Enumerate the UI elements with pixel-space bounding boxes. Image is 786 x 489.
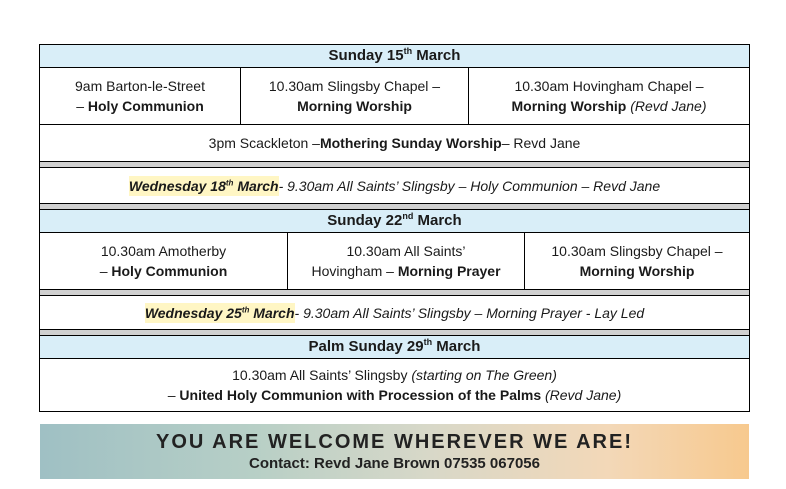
- date-text: Wednesday 25: [144, 304, 242, 321]
- palm-sunday-header: [40, 336, 749, 359]
- header-text: Sunday 22: [327, 212, 403, 229]
- wednesday-18-date: [129, 176, 279, 196]
- sunday-22-header: [40, 210, 749, 233]
- service-text: 10.30am All Saints’: [346, 243, 466, 259]
- service-text: - 9.30am All Saints’ Slingsby – Morning Prayer - Lay Led: [294, 304, 645, 321]
- service-type: Holy Communion: [87, 98, 204, 114]
- date-month: March: [233, 177, 279, 194]
- header-ordinal: th: [423, 337, 433, 347]
- service-slingsby-chapel: [240, 68, 468, 124]
- wednesday-25-date: [145, 303, 295, 323]
- service-hovingham-all-saints: [287, 233, 524, 289]
- service-text: –: [76, 98, 88, 114]
- service-text: Hovingham –: [311, 263, 398, 279]
- contact-line: Contact: Revd Jane Brown 07535 067056: [249, 455, 540, 472]
- header-ordinal: nd: [402, 211, 414, 221]
- service-type: Morning Worship: [579, 263, 695, 279]
- service-text: 10.30am Slingsby Chapel –: [268, 78, 441, 94]
- date-text: Wednesday 18: [128, 177, 226, 194]
- service-slingsby-chapel-22: [524, 233, 749, 289]
- service-text: 9am Barton-le-Street: [75, 78, 205, 94]
- service-text: 10.30am Hovingham Chapel –: [514, 78, 704, 94]
- date-ordinal: th: [241, 304, 250, 314]
- service-leader: (Revd Jane): [541, 387, 622, 403]
- service-type: Mothering Sunday Worship: [319, 135, 502, 151]
- wednesday-25-service: [40, 296, 749, 330]
- sunday-15-header: [40, 45, 749, 68]
- date-ordinal: th: [225, 177, 234, 187]
- service-type: Morning Worship: [511, 98, 627, 114]
- service-amotherby: [40, 233, 287, 289]
- wednesday-18-service: [40, 168, 749, 204]
- service-leader: (Revd Jane): [626, 98, 707, 114]
- service-leader: – Revd Jane: [501, 135, 581, 151]
- header-month: March: [432, 338, 481, 355]
- date-month: March: [249, 304, 295, 321]
- service-text: –: [99, 263, 112, 279]
- service-type: United Holy Communion with Procession of the Palms: [179, 387, 542, 403]
- service-note: (starting on The Green): [411, 367, 557, 383]
- service-type: Holy Communion: [111, 263, 228, 279]
- service-type: Morning Worship: [297, 98, 412, 114]
- sunday-15-services-row: [40, 68, 749, 125]
- service-text: 10.30am Amotherby: [100, 243, 227, 259]
- service-text: 10.30am All Saints’ Slingsby: [232, 367, 412, 383]
- service-barton: [40, 68, 240, 124]
- header-month: March: [412, 47, 461, 64]
- service-text: 10.30am Slingsby Chapel –: [551, 243, 723, 259]
- service-type: Morning Prayer: [397, 263, 501, 279]
- welcome-slogan: YOU ARE WELCOME WHEREVER WE ARE!: [156, 431, 633, 453]
- service-text: - 9.30am All Saints’ Slingsby – Holy Communion – Revd Jane: [278, 177, 661, 194]
- welcome-banner: [40, 424, 749, 479]
- header-ordinal: th: [403, 46, 413, 56]
- service-hovingham-chapel: [468, 68, 749, 124]
- header-text: Sunday 15: [328, 47, 404, 64]
- service-text: –: [167, 387, 180, 403]
- header-month: March: [413, 212, 462, 229]
- service-schedule-table: [39, 44, 750, 412]
- palm-sunday-service: [40, 359, 749, 411]
- service-scackleton: [40, 125, 749, 161]
- header-text: Palm Sunday 29: [308, 338, 424, 355]
- separator: [40, 161, 749, 168]
- sunday-22-services-row: [40, 233, 749, 290]
- service-text: 3pm Scackleton –: [208, 135, 320, 151]
